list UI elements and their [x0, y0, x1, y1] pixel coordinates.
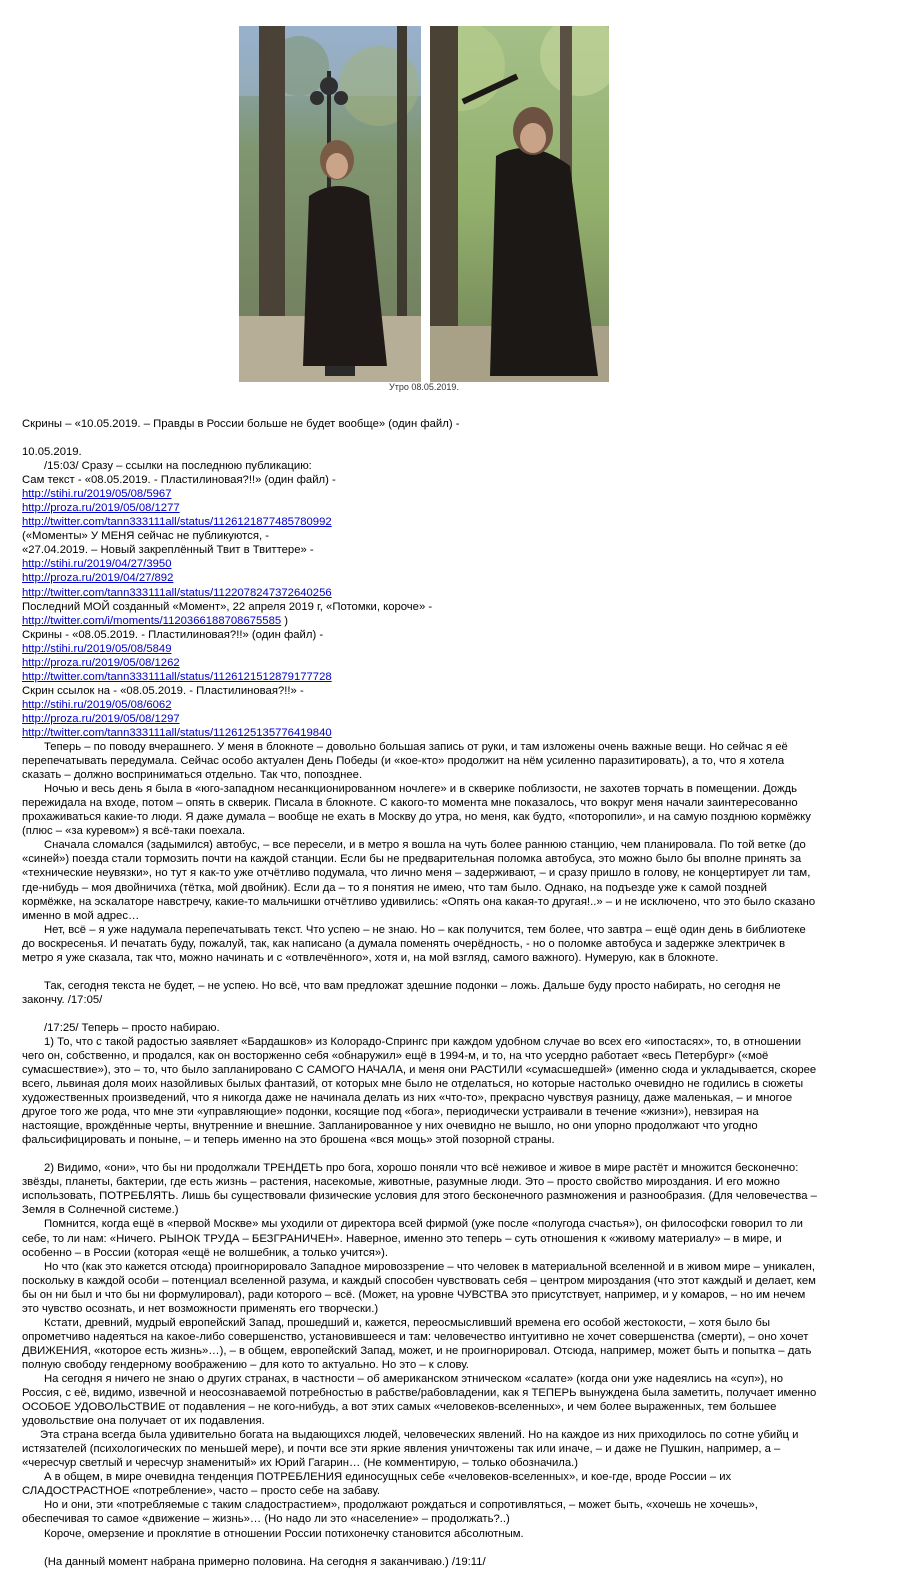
link-proza-892[interactable]: http://proza.ru/2019/04/27/892: [22, 572, 174, 585]
paragraph-14: А в общем, в мире очевидна тенденция ПОТРЕБЛЕНИЯ единосущных себе «человеков-вселенных», и кое-где, вроде России – их СЛАДОСТРАСТНОЕ «потребление», часто – просто себе на забаву.: [22, 1471, 732, 1498]
link-twitter-1126125135776419840[interactable]: http://twitter.com/tann333111all/status/1126125135776419840: [22, 726, 332, 739]
link-proza-1297[interactable]: http://proza.ru/2019/05/08/1297: [22, 712, 180, 725]
block3-tail: ): [281, 614, 289, 627]
block1-text: Сам текст - «08.05.2019. - Пластилиновая?!!» (один файл) -: [22, 474, 336, 487]
link-proza-1262[interactable]: http://proza.ru/2019/05/08/1262: [22, 656, 180, 669]
block5-text: Скрин ссылок на - «08.05.2019. - Пластилиновая?!!» -: [22, 684, 304, 697]
block2-text1: («Моменты» У МЕНЯ сейчас не публикуются, -: [22, 530, 269, 543]
paragraph-4: Нет, всё – я уже надумала перепечатывать текст. Что успею – не знаю. Но – как получится, тем более, что завтра – ещё один день в библиотеке до воскресенья. И печатать буду, пожалуй, так, как написано (а думала поменять очерёдность, - но о поломке автобуса и задержке электричек в метро я уже сказала, так что, можно начинать и с «отвлечённого», хотя и, на мой взгляд, самого важного). Нумерую, как в блокноте.: [22, 923, 806, 964]
photo-left: [239, 26, 421, 382]
paragraph-8: 2) Видимо, «они», что бы ни продолжали ТРЕНДЕТЬ про бога, хорошо поняли что всё неживое и живое в мире растёт и множится бесконечно: звёзды, планеты, бактерии, где есть жизнь – растения, насекомые, животные, разумные люди. Это – просто свойство мироздания. И его можно использовать, ПОТРЕБЛЯТЬ. Лишь бы существовали физические условия для этого бесконечного размножения и разнообразия. (Для человечества – Земля в Солнечной системе.): [22, 1162, 817, 1217]
document-body: [22, 417, 884, 1569]
link-stihi-6062[interactable]: http://stihi.ru/2019/05/08/6062: [22, 698, 172, 711]
link-twitter-1126121512879177728[interactable]: http://twitter.com/tann333111all/status/1126121512879177728: [22, 670, 332, 683]
photo-right: [430, 26, 609, 382]
link-stihi-5967[interactable]: http://stihi.ru/2019/05/08/5967: [22, 488, 172, 501]
block3-text: Последний МОЙ созданный «Момент», 22 апреля 2019 г, «Потомки, короче» -: [22, 600, 433, 613]
paragraph-9: Помнится, когда ещё в «первой Москве» мы уходили от директора всей фирмой (уже после «полугода счастья»), он философски говорил то ли себе, то ли нам: «Ничего. РЫНОК ТРУДА – БЕЗГРАНИЧЕН». Наверное, именно это теперь – суть отношения к «живому материалу» – в мире, и особенно – в России (которая «ещё не волшебник, а только учится»).: [22, 1218, 803, 1259]
paragraph-10: Но что (как это кажется отсюда) проигнорировало Западное мировоззрение – что человек в материальной вселенной и в живом мире – уникален, поскольку в каждой особи – потенциал вселенной разума, и каждый способен чувствовать себя – центром мироздания (что этот каждый и делает, кем бы он ни был и что бы ни формулировал), ради которого – всё. (Может, на уровне ЧУВСТВА это присутствует, например, и у комаров, – но им нечем это чувство осознать, и нет возможности применять его творчески.): [22, 1260, 816, 1315]
paragraph-15: Но и они, эти «потребляемые с таким сладострастием», продолжают рождаться и сопротивляться, – может быть, «хочешь не хочешь», обеспечивая то самое «движение – жизнь»… (Но надо ли это «население» – продолжать?..): [22, 1499, 758, 1526]
link-twitter-moments[interactable]: http://twitter.com/i/moments/1120366188708675585: [22, 614, 282, 627]
paragraph-13: Эта страна всегда была удивительно богата на выдающихся людей, человеческих явлений. Но на каждое из них приходилось по сотне убийц и истязателей (психологических по меньшей мере), и почти все эти яркие явления уничтожены так или иначе, – и даже не Пушкин, например, а – «чересчур светлый и чересчур знаменитый» их Юрий Гагарин… (Не комментирую, – только обозначила.): [22, 1429, 799, 1470]
paragraph-12: На сегодня я ничего не знаю о других странах, в частности – об американском этническом «салате» (когда они уже надеялись на «суп»), но Россия, с её, видимо, извечной и неосознаваемой потребностью в рабстве/рабовладении, как я ТЕПЕРЬ вынуждена была заметить, получает именно ОСОБОЕ УДОВОЛЬСТВИЕ от подавления – не кого-нибудь, а вот этих самых «человеков-вселенных», и чем более выраженных, тем большее удовольствие она получает от их подавления.: [22, 1373, 817, 1428]
paragraph-11: Кстати, древний, мудрый европейский Запад, прошедший и, кажется, переосмысливший времена его особой жестокости, – хотя было бы опрометчиво надеяться на какое-либо совершенство, установившееся и там: человечество интуитивно не хочет совершенства (смерти), – оно хочет ДВИЖЕНИЯ, «которое есть жизнь»…), – в общем, европейский Запад, может, и не проигнорировал. Отсюда, например, может быть и попытка – дать полную свободу гендерному воображению – для кото то актуально. Но это – к слову.: [22, 1316, 812, 1371]
block2-text2: «27.04.2019. – Новый закреплённый Твит в Твиттере» -: [22, 544, 314, 557]
paragraph-17: (На данный момент набрана примерно половина. На сегодня я заканчиваю.) /19:11/: [44, 1555, 486, 1568]
paragraph-16: Короче, омерзение и проклятие в отношении России потихонечку становится абсолютным.: [44, 1527, 524, 1540]
paragraph-1: Теперь – по поводу вчерашнего. У меня в блокноте – довольно большая запись от руки, и там изложены очень важные вещи. Но сейчас я её перепечатывать передумала. Сейчас особо актуален День Победы (и «кое-кто» продолжит на нём усиленно паразитировать), а то, что я хотела сказать – должно восприниматься отдельно. Так что, попозднее.: [22, 741, 788, 782]
skriny-title: Скрины – «10.05.2019. – Правды в России больше не будет вообще» (один файл) -: [22, 418, 460, 430]
link-stihi-3950[interactable]: http://stihi.ru/2019/04/27/3950: [22, 558, 172, 571]
link-twitter-1122078247372640256[interactable]: http://twitter.com/tann333111all/status/1122078247372640256: [22, 586, 332, 599]
paragraph-6: /17:25/ Теперь – просто набираю.: [44, 1021, 220, 1034]
intro-line: /15:03/ Сразу – ссылки на последнюю публикацию:: [44, 460, 312, 473]
paragraph-5: Так, сегодня текста не будет, – не успею. Но всё, что вам предложат здешние подонки – ложь. Дальше буду просто набирать, но сегодня не закончу. /17:05/: [22, 979, 781, 1006]
date-heading: 10.05.2019.: [22, 446, 82, 459]
photo-gallery: [239, 26, 609, 382]
paragraph-2: Ночью и весь день я была в «юго-западном несанкционированном ночлеге» и в скверике поблизости, не захотев торчать в помещении. Дождь пережидала на входе, потом – опять в скверик. Писала в блокноте. С какого-то момента мне показалось, что вокруг меня начали заинтересованно прохаживаться какие-то люди. Я даже думала – вообще не ехать в Москву до утра, но меня, как будто, «поторопили», и на самую позднюю кормёжку (плюс – «за куревом») я всё-таки поехала.: [22, 783, 811, 838]
paragraph-7: 1) То, что с такой радостью заявляет «Бардашков» из Колорадо-Спрингс при каждом удобном случае во всех его «ипостасях», то, в отношении чего он, собственно, и продался, как он восторженно себя «обнаружил» ещё в 1994-м, и то, на что усердно работает «весь Петербург» («моё сумасшествие»), это – то, что было запланировано С САМОГО НАЧАЛА, и меня они РАСТИЛИ «сумасшедшей» (именно сюда и укладывается, скорее всего, львиная доля моих назойливых былых фантазий, от которых мне было не отделаться, но которые настолько очевидно не годились в сюжеты художественных произведений, что я никогда даже не начинала делать из них «что-то», прекрасно чувствуя разницу, даже маленькая, – и многое другое того же рода, что мне эти «управляющие» подонки, косящие под «бога», периодически устраивали в течение «жизни»), невзирая на настоящие, врождённые черты, внутренние и внешние. Запланированное у них очевидно не вышло, но они упорно продолжают что угодно фальсифицировать и поныне, – и теперь именно на это брошена «вся мощь» этой позорной страны.: [22, 1035, 817, 1147]
link-twitter-1126121877485780992[interactable]: http://twitter.com/tann333111all/status/1126121877485780992: [22, 516, 332, 529]
block4-text: Скрины - «08.05.2019. - Пластилиновая?!!» (один файл) -: [22, 628, 324, 641]
link-stihi-5849[interactable]: http://stihi.ru/2019/05/08/5849: [22, 642, 172, 655]
photo-caption: Утро 08.05.2019.: [389, 382, 459, 392]
link-proza-1277[interactable]: http://proza.ru/2019/05/08/1277: [22, 502, 180, 515]
paragraph-3: Сначала сломался (задымился) автобус, – все пересели, и в метро я вошла на чуть более раннюю станцию, чем планировала. По той ветке (до «синей») поезда стали тормозить почти на каждой станции. Если бы не предварительная поломка автобуса, это можно было бы вполне принять за «технические неувязки», но тут я как-то уже отчётливо подумала, что лично меня – задерживают, – и сразу пришло в голову, не концертирует ли там, где-нибудь – моя двойничиха (тётка, мой двойник). Если да – то я понятия не имею, что там было. Однако, на подъезде уже к самой поздней кормёжке, на эскалаторе навстречу, какие-то мальчишки отчётливо удивились: «Опять она какая-то другая!..» – и не исключено, что это было сказано именно в мой адрес…: [22, 839, 816, 922]
